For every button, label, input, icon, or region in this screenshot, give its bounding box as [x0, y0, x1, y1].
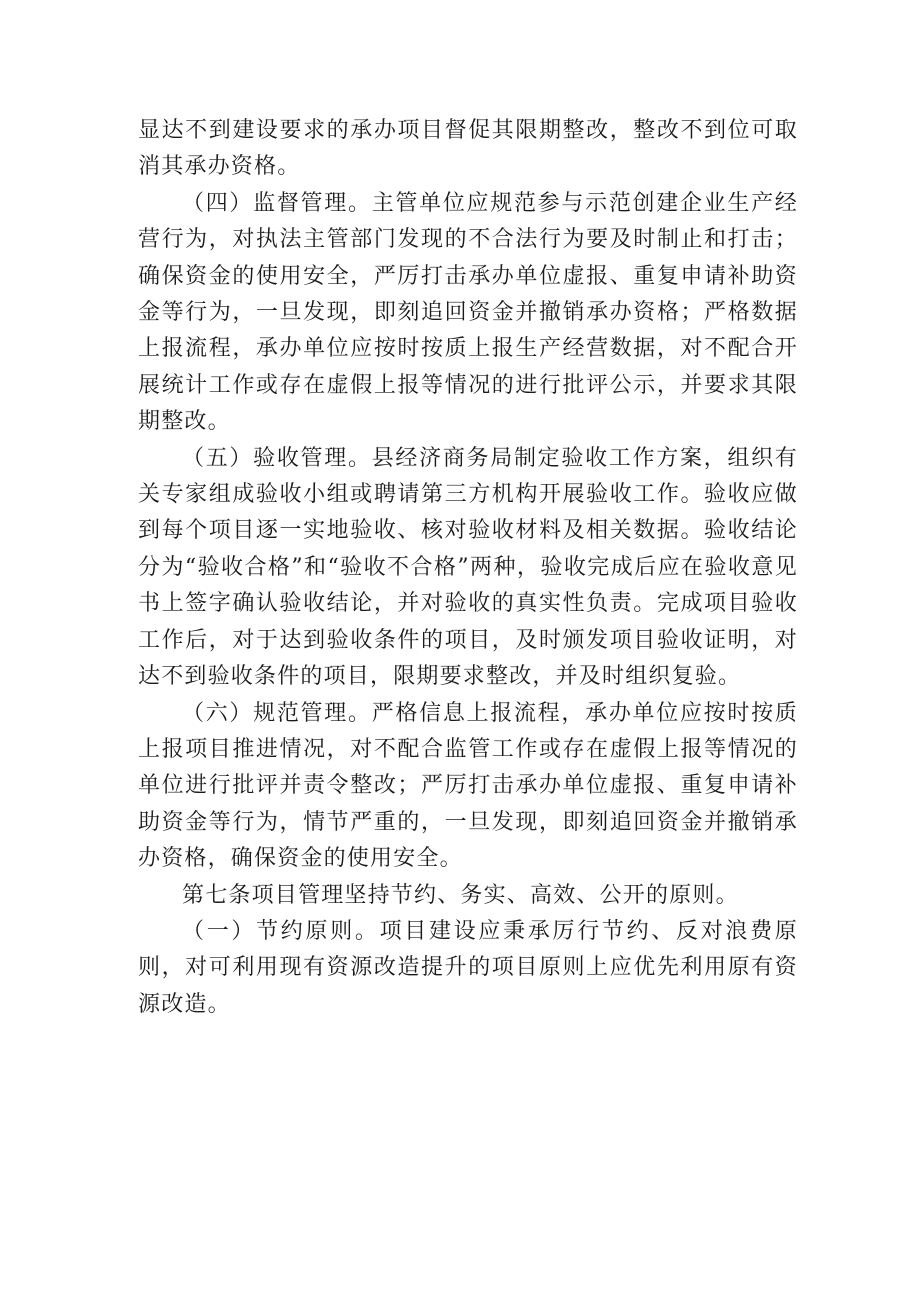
- paragraph-article-seven: 第七条项目管理坚持节约、务实、高效、公开的原则。: [182, 882, 739, 908]
- paragraph-supervision-management: （四）监督管理。主管单位应规范参与示范创建企业生产经营行为，对执法主管部门发现的不合法行为要及时制止和打击；确保资金的使用安全，严厉打击承办单位虚报、重复申请补助资金等行为，一旦发现，即刻追回资金并撤销承办资格；严格数据上报流程，承办单位应按时按质上报生产经营数据，对不配合开展统计工作或存在虚假上报等情况的进行批评公示，并要求其限期整改。: [138, 190, 798, 435]
- paragraph-saving-principle: （一）节约原则。项目建设应秉承厉行节约、反对浪费原则，对可利用现有资源改造提升的项目原则上应优先利用原有资源改造。: [138, 918, 798, 1017]
- document-body: [138, 113, 798, 1023]
- paragraph-continuation: 显达不到建设要求的承办项目督促其限期整改，整改不到位可取消其承办资格。: [138, 118, 798, 180]
- paragraph-acceptance-management: （五）验收管理。县经济商务局制定验收工作方案，组织有关专家组成验收小组或聘请第三方机构开展验收工作。验收应做到每个项目逐一实地验收、核对验收材料及相关数据。验收结论分为“验收合格”和“验收不合格”两种，验收完成后应在验收意见书上签字确认验收结论，并对验收的真实性负责。完成项目验收工作后，对于达到验收条件的项目，及时颁发项目验收证明，对达不到验收条件的项目，限期要求整改，并及时组织复验。: [138, 445, 798, 690]
- paragraph-standard-management: （六）规范管理。严格信息上报流程，承办单位应按时按质上报项目推进情况，对不配合监管工作或存在虚假上报等情况的单位进行批评并责令整改；严厉打击承办单位虚报、重复申请补助资金等行为，情节严重的，一旦发现，即刻追回资金并撤销承办资格，确保资金的使用安全。: [138, 700, 798, 872]
